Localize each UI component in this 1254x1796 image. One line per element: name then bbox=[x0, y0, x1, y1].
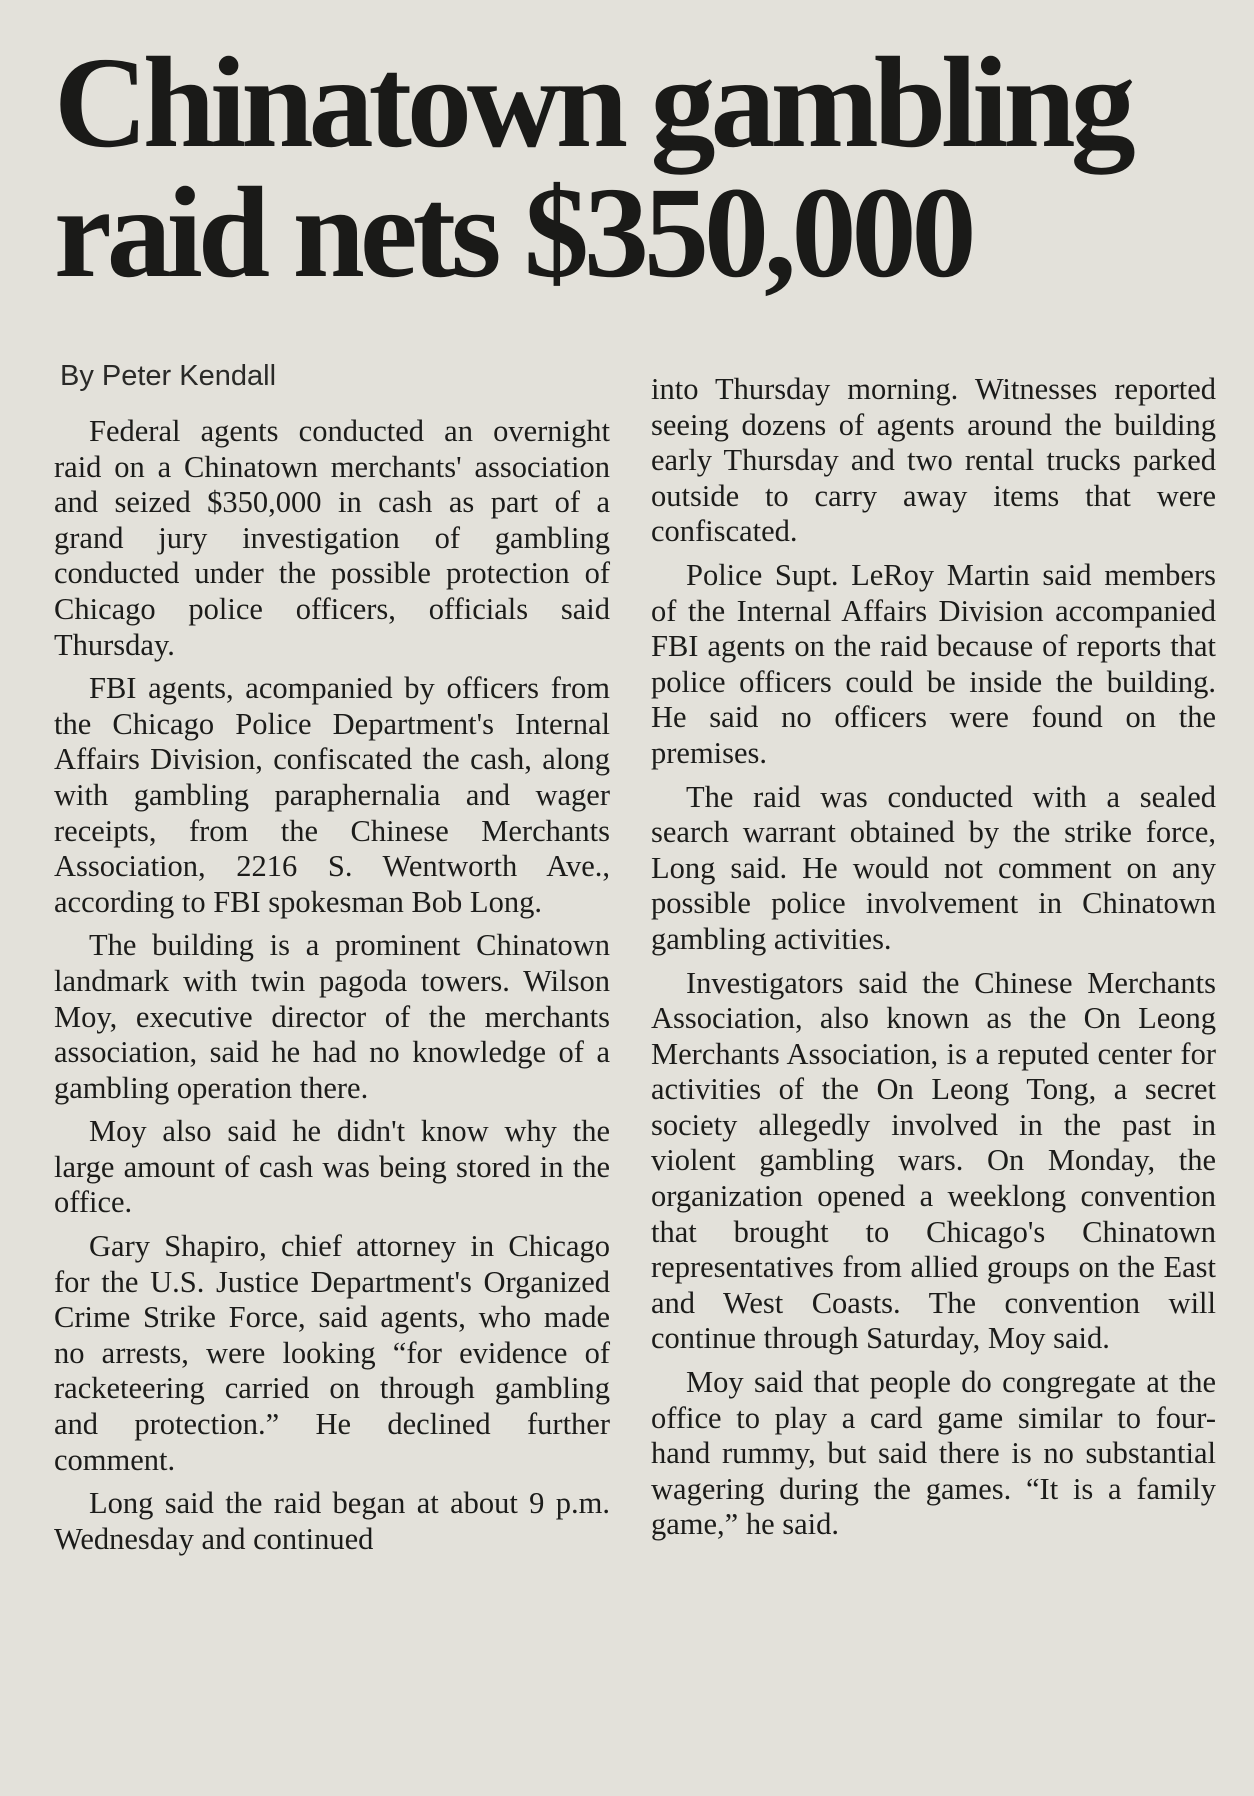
paragraph: The raid was conducted with a sealed search warrant obtained by the strike force, Long said. He would not comment on any possible police involvement in Chinatown gambling activities. bbox=[651, 779, 1216, 956]
headline bbox=[54, 31, 1224, 305]
paragraph: Moy also said he didn't know why the large amount of cash was being stored in the office. bbox=[54, 1114, 610, 1220]
paragraph: FBI agents, acompanied by officers from the Chicago Police Department's Internal Affairs Division, confiscated the cash, along with gambling paraphernalia and wager receipts, from the Chinese Merchants Association, 2216 S. Wentworth Ave., according to FBI spokesman Bob Long. bbox=[54, 671, 610, 919]
paragraph: Gary Shapiro, chief attorney in Chicago for the U.S. Justice Department's Organized Crime Strike Force, said agents, who made no arrests, were looking “for evidence of racketeering carried on through gambling and protection.” He declined further comment. bbox=[54, 1229, 610, 1477]
paragraph: Investigators said the Chinese Merchants Association, also known as the On Leong Merchants Association, is a reputed center for activities of the On Leong Tong, a secret society allegedly involved in the past in violent gambling wars. On Monday, the organization opened a weeklong convention that brought to Chicago's Chinatown representatives from allied groups on the East and West Coasts. The convention will continue through Saturday, Moy said. bbox=[651, 965, 1216, 1356]
paragraph-continued: into Thursday morning. Witnesses reported seeing dozens of agents around the building early Thursday and two rental trucks parked outside to carry away items that were confiscated. bbox=[651, 372, 1216, 549]
paragraph: Police Supt. LeRoy Martin said members of the Internal Affairs Division accompanied FBI agents on the raid because of reports that police officers could be inside the building. He said no officers were found on the premises. bbox=[651, 557, 1216, 770]
article-column-right bbox=[651, 372, 1216, 1551]
article-column-left bbox=[54, 414, 610, 1565]
paragraph: The building is a prominent Chinatown landmark with twin pagoda towers. Wilson Moy, executive director of the merchants association, said he had no knowledge of a gambling operation there. bbox=[54, 928, 610, 1105]
paragraph: Long said the raid began at about 9 p.m. Wednesday and continued bbox=[54, 1486, 610, 1556]
headline-line-2: raid nets $350,000 bbox=[54, 161, 972, 305]
byline: By Peter Kendall bbox=[60, 360, 277, 392]
headline-line-1: Chinatown gambling bbox=[54, 31, 1131, 175]
paragraph: Moy said that people do congregate at the office to play a card game similar to four-hand rummy, but said there is no substantial wagering during the games. “It is a family game,” he said. bbox=[651, 1365, 1216, 1542]
paragraph: Federal agents conducted an overnight raid on a Chinatown merchants' association and seized $350,000 in cash as part of a grand jury investigation of gambling conducted under the possible protection of Chicago police officers, officials said Thursday. bbox=[54, 414, 610, 662]
